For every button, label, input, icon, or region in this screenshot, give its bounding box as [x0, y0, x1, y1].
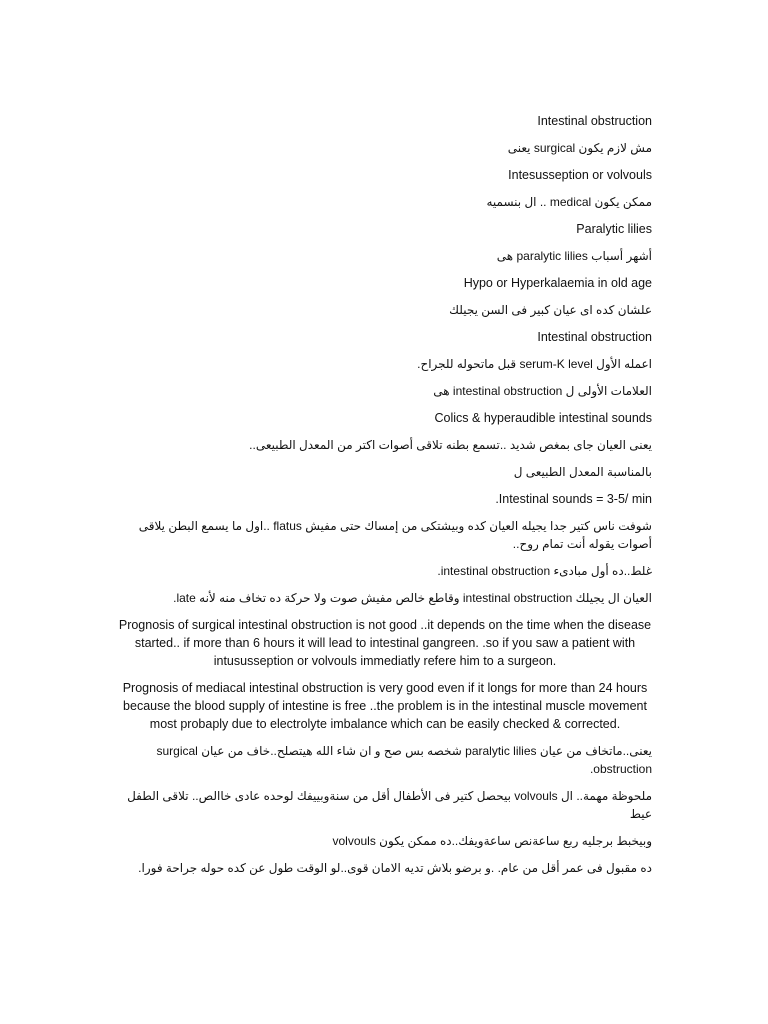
text-line: بالمناسبة المعدل الطبيعى ل: [513, 465, 652, 479]
text-line: ملحوظة مهمة.. ال volvouls بيحصل كتير فى الأطفال أقل من سنةوبييفك لوحده عادى خاالص.. تلاقى الطفل عيط: [127, 789, 652, 821]
text-line: Colics & hyperaudible intestinal sounds: [434, 411, 652, 425]
text-line: غلط..ده أول مبادىء intestinal obstruction.: [437, 564, 652, 578]
text-line: وبيخبط برجليه ربع ساعةنص ساعةويفك..ده ممكن يكون volvouls: [332, 834, 652, 848]
text-paragraph: يعنى..ماتخاف من عيان paralytic lilies شخصه بس صح و ان شاء الله هيتصلح..خاف من عيان surgical obstruction.: [156, 744, 652, 776]
text-paragraph: شوفت ناس كتير جدا يجيله العيان كده وبيشتكى من إمساك حتى مفيش flatus ..اول ما يسمع البطن يلاقى أصوات يقوله أنت تمام روح..: [138, 519, 652, 551]
text-line: Intesusseption or volvouls: [508, 168, 652, 182]
text-line: ممكن يكون medical .. ال بنسميه: [486, 195, 652, 209]
text-line: ده مقبول فى عمر أقل من عام. .و برضو بلاش تديه الامان قوى..لو الوقت طول عن كده حوله جراحة فورا.: [138, 861, 652, 875]
text-line: يعنى العيان جاى بمغص شديد ..تسمع بطنه تلاقى أصوات اكتر من المعدل الطبيعى..: [249, 438, 652, 452]
paragraph-medical-prognosis: Prognosis of mediacal intestinal obstruction is very good even if it longs for more than 24 hours because the blood supply of intestine is free ..the problem is in the intestinal muscle movement most probaply due to electrolyte imbalance which can be easily checked & corrected.: [122, 681, 648, 731]
document-body: [118, 112, 652, 886]
text-line: Hypo or Hyperkalaemia in old age: [463, 276, 652, 290]
heading-intestinal-obstruction: Intestinal obstruction: [537, 114, 652, 128]
text-line: علشان كده اى عيان كبير فى السن يجيلك: [449, 303, 652, 317]
text-line: العيان ال يجيلك intestinal obstruction وقاطع خالص مفيش صوت ولا حركة ده تخاف منه لأنه late.: [173, 591, 652, 605]
paragraph-surgical-prognosis: Prognosis of surgical intestinal obstruction is not good ..it depends on the time when the disease started.. if more than 6 hours it will lead to intestinal gangreen. .so if you saw a patient with intususseption or volvouls immediatly refere him to a surgeon.: [118, 618, 652, 668]
text-line: مش لازم يكون surgical يعنى: [507, 141, 652, 155]
text-line: العلامات الأولى ل intestinal obstruction هى: [433, 384, 652, 398]
text-line: Intestinal obstruction: [537, 330, 652, 344]
text-line: .Intestinal sounds = 3-5/ min: [495, 492, 652, 506]
text-line: أشهر أسباب paralytic lilies هى: [496, 249, 652, 263]
heading-paralytic-lilies: Paralytic lilies: [576, 222, 652, 236]
text-line: اعمله الأول serum-K level قبل ماتحوله للجراح.: [417, 357, 652, 371]
